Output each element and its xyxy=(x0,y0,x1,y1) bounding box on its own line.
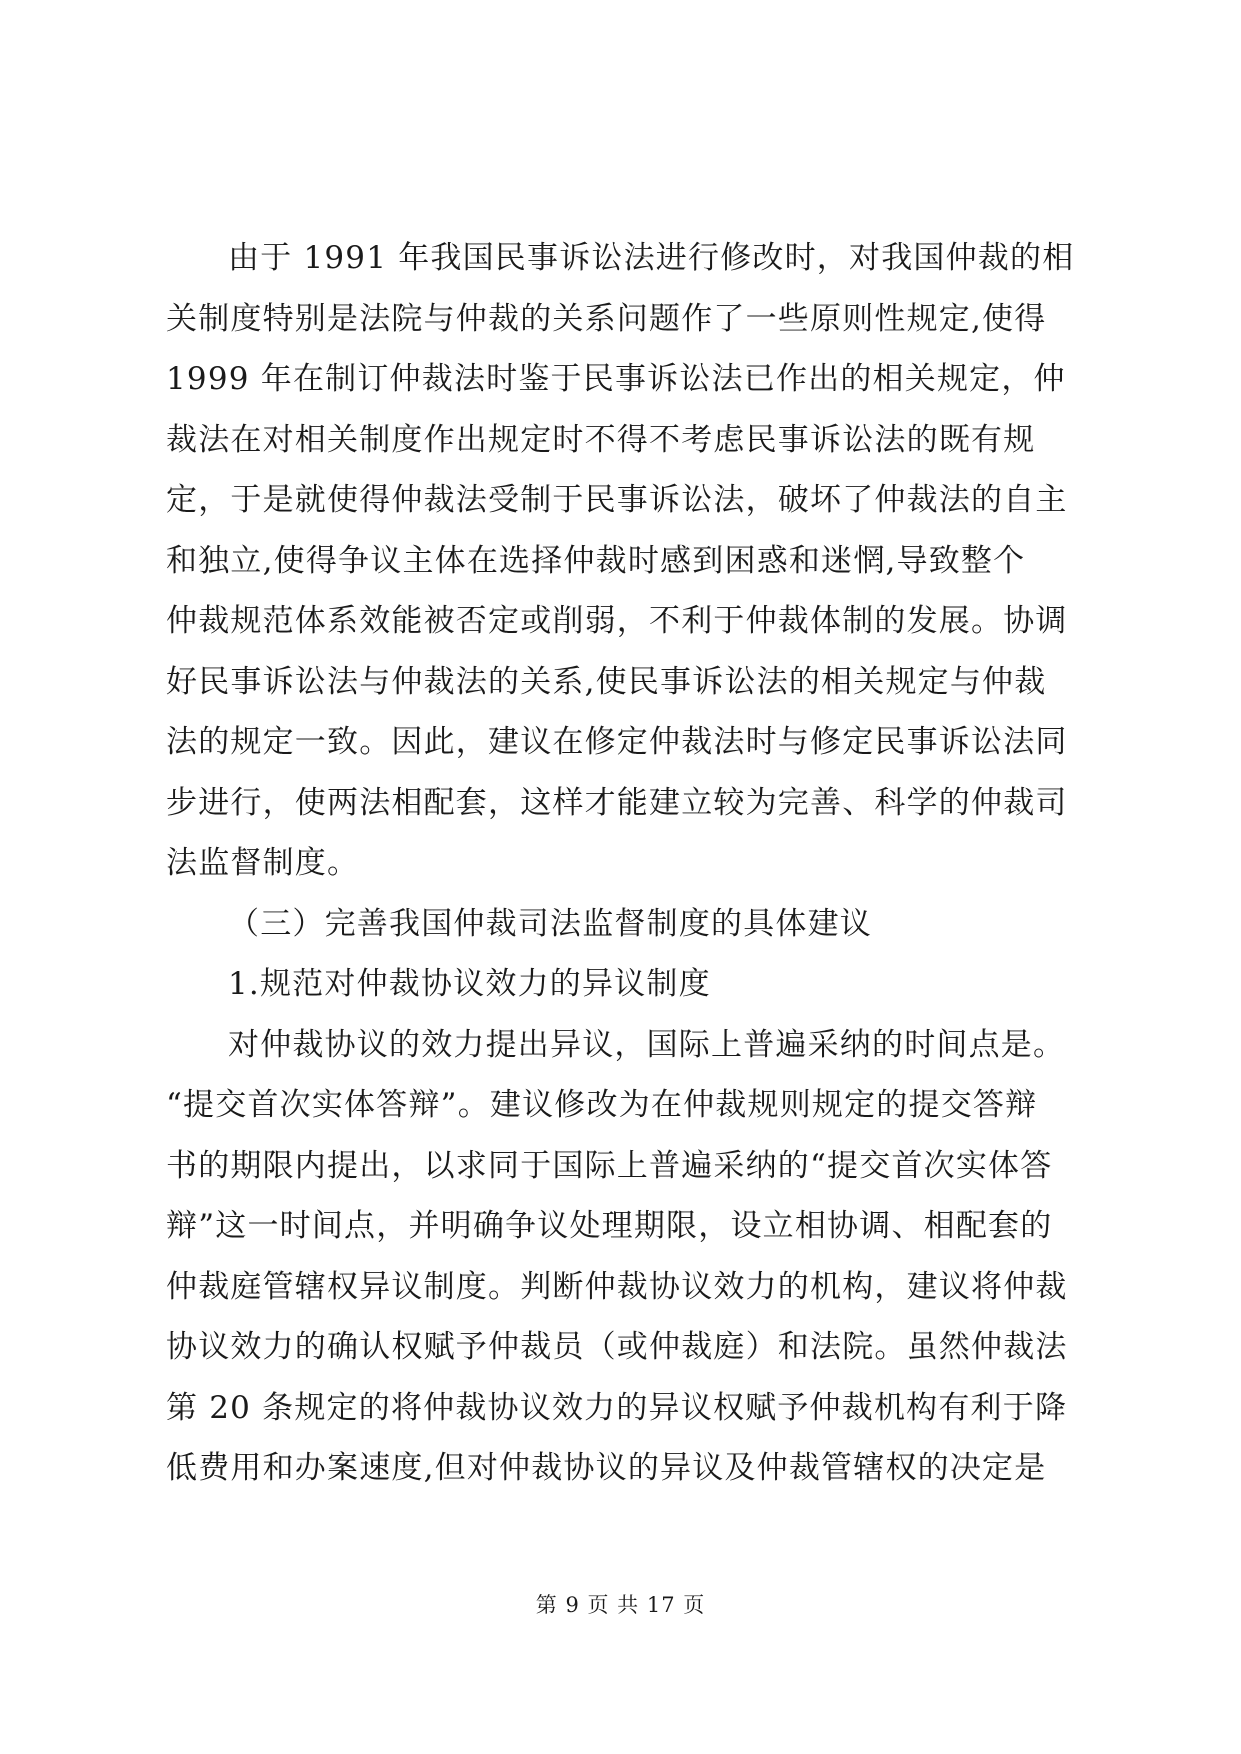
text-line: 仲裁庭管辖权异议制度。判断仲裁协议效力的机构，建议将仲裁 xyxy=(166,1268,1068,1305)
text-line: 定，于是就使得仲裁法受制于民事诉讼法，破坏了仲裁法的自主 xyxy=(166,482,1068,518)
subheading: 1.规范对仲裁协议效力的异议制度 xyxy=(228,966,711,1002)
text-line: 好民事诉讼法与仲裁法的关系,使民事诉讼法的相关规定与仲裁 xyxy=(166,663,1047,700)
text-line: 辩”这一时间点，并明确争议处理期限，设立相协调、相配套的 xyxy=(166,1208,1053,1244)
text-line: “提交首次实体答辩”。建议修改为在仲裁规则规定的提交答辩 xyxy=(166,1087,1038,1123)
text-line: 关制度特别是法院与仲裁的关系问题作了一些原则性规定,使得 xyxy=(166,300,1047,337)
text-line: 协议效力的确认权赋予仲裁员（或仲裁庭）和法院。虽然仲裁法 xyxy=(166,1329,1068,1365)
text-line: 由于 1991 年我国民事诉讼法进行修改时，对我国仲裁的相 xyxy=(228,240,1075,276)
text-line: 法的规定一致。因此，建议在修定仲裁法时与修定民事诉讼法同 xyxy=(166,724,1068,760)
body-text xyxy=(166,228,1086,1499)
text-line: 对仲裁协议的效力提出异议，国际上普遍采纳的时间点是。 xyxy=(228,1026,1066,1063)
text-line: 第 20 条规定的将仲裁协议效力的异议权赋予仲裁机构有利于降 xyxy=(166,1389,1068,1426)
text-line: 仲裁规范体系效能被否定或削弱，不利于仲裁体制的发展。协调 xyxy=(166,603,1068,639)
text-line: 低费用和办案速度,但对仲裁协议的异议及仲裁管辖权的决定是 xyxy=(166,1450,1047,1486)
text-line: 1999 年在制订仲裁法时鉴于民事诉讼法已作出的相关规定，仲 xyxy=(166,361,1066,397)
text-line: 书的期限内提出，以求同于国际上普遍采纳的“提交首次实体答 xyxy=(166,1147,1053,1184)
text-line: 法监督制度。 xyxy=(166,845,360,881)
text-line: 和独立,使得争议主体在选择仲裁时感到困惑和迷惘,导致整个 xyxy=(166,542,1026,579)
page-number-footer: 第 9 页 共 17 页 xyxy=(535,1593,706,1617)
text-line: 裁法在对相关制度作出规定时不得不考虑民事诉讼法的既有规 xyxy=(166,421,1036,458)
section-heading: （三）完善我国仲裁司法监督制度的具体建议 xyxy=(228,905,872,942)
text-line: 步进行，使两法相配套，这样才能建立较为完善、科学的仲裁司 xyxy=(166,784,1068,821)
